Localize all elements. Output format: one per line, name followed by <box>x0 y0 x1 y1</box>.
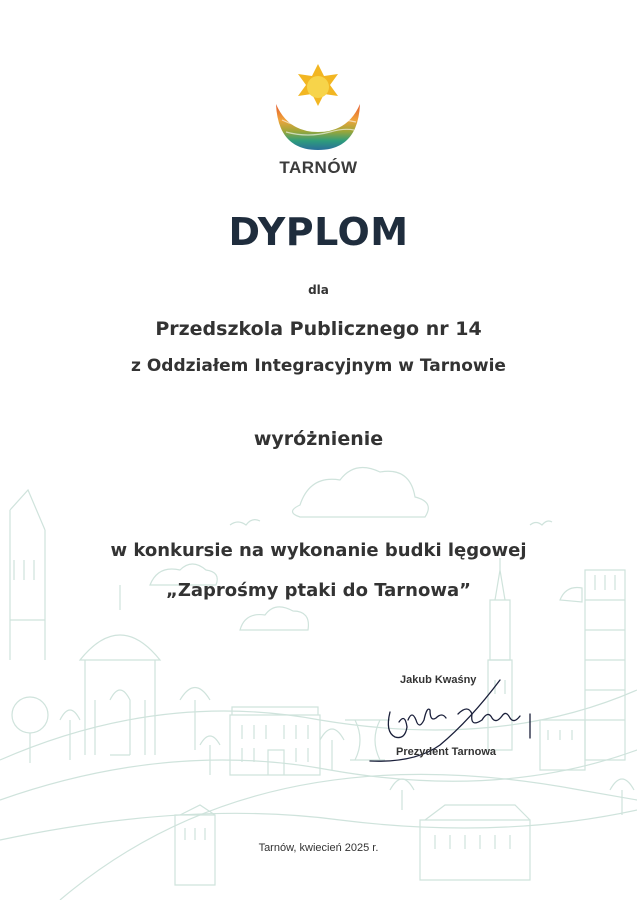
for-label: dla <box>308 283 329 297</box>
award-title: wyróżnienie <box>253 428 384 450</box>
recipient-subtitle: z Oddziałem Integracyjnym w Tarnowie <box>131 356 506 376</box>
contest-name: „Zaprośmy ptaki do Tarnowa” <box>166 580 471 601</box>
signer-role: Prezydent Tarnowa <box>396 746 497 758</box>
place-date: Tarnów, kwiecień 2025 r. <box>258 842 379 854</box>
recipient-name: Przedszkola Publicznego nr 14 <box>155 318 482 340</box>
diploma-title: DYPLOM <box>228 210 409 254</box>
tarnow-logo-icon <box>268 62 368 152</box>
logo-wordmark: TARNÓW <box>279 158 358 177</box>
contest-description: w konkursie na wykonanie budki lęgowej <box>110 540 527 561</box>
signer-name: Jakub Kwaśny <box>400 674 477 686</box>
